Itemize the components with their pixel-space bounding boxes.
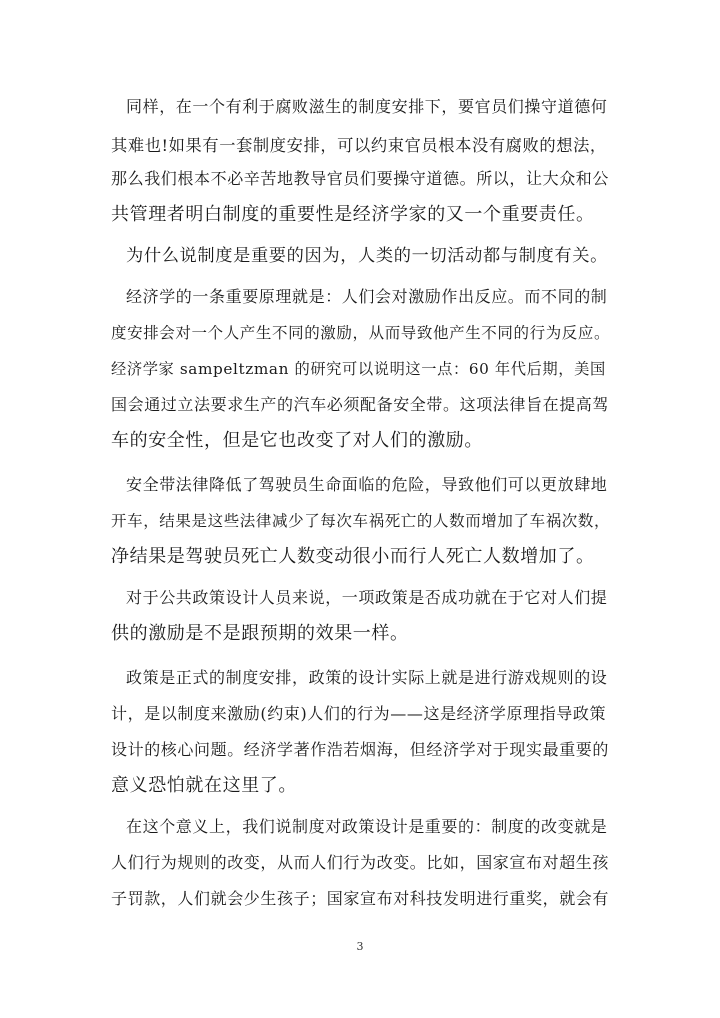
text-line: 车的安全性，但是它也改变了对人们的激励。	[111, 430, 483, 451]
text-line: 对于公共政策设计人员来说，一项政策是否成功就在于它对人们提	[126, 588, 608, 607]
text-line: 政策是正式的制度安排，政策的设计实际上就是进行游戏规则的设	[126, 668, 608, 687]
text-line: 安全带法律降低了驾驶员生命面临的危险，导致他们可以更放肆地	[126, 475, 608, 494]
text-line: 人们行为规则的改变，从而人们行为改变。比如，国家宣布对超生孩	[111, 853, 610, 872]
text-line: 供的激励是不是跟预期的效果一样。	[111, 623, 409, 644]
text-line: 经济学家 sampeltzman 的研究可以说明这一点：60 年代后期，美国	[111, 360, 606, 378]
text-line: 开车，结果是这些法律减少了每次车祸死亡的人数而增加了车祸次数，	[111, 512, 611, 530]
text-line: 那么我们根本不必辛苦地教导官员们要操守道德。所以，让大众和公	[111, 169, 610, 188]
text-line: 意义恐怕就在这里了。	[111, 775, 297, 796]
text-line: 子罚款，人们就会少生孩子；国家宣布对科技发明进行重奖，就会有	[111, 889, 610, 908]
text-line: 为什么说制度是重要的因为，人类的一切活动都与制度有关。	[126, 246, 608, 266]
page-number: 3	[356, 940, 364, 953]
text-line: 在这个意义上，我们说制度对政策设计是重要的：制度的改变就是	[126, 817, 608, 836]
text-line: 计，是以制度来激励(约束)人们的行为——这是经济学原理指导政策	[111, 704, 607, 723]
text-line: 同样，在一个有利于腐败滋生的制度安排下，要官员们操守道德何	[126, 97, 608, 116]
text-line: 设计的核心问题。经济学著作浩若烟海，但经济学对于现实最重要的	[111, 740, 610, 759]
text-line: 共管理者明白制度的重要性是经济学家的又一个重要责任。	[111, 204, 595, 225]
text-line: 度安排会对一个人产生不同的激励，从而导致他产生不同的行为反应。	[111, 324, 611, 342]
text-line: 经济学的一条重要原理就是：人们会对激励作出反应。而不同的制	[126, 287, 608, 306]
text-line: 其难也!如果有一套制度安排，可以约束官员根本没有腐败的想法，	[111, 136, 607, 155]
text-line: 国会通过立法要求生产的汽车必须配备安全带。这项法律旨在提高驾	[111, 395, 610, 414]
text-line: 净结果是驾驶员死亡人数变动很小而行人死亡人数增加了。	[111, 546, 595, 567]
